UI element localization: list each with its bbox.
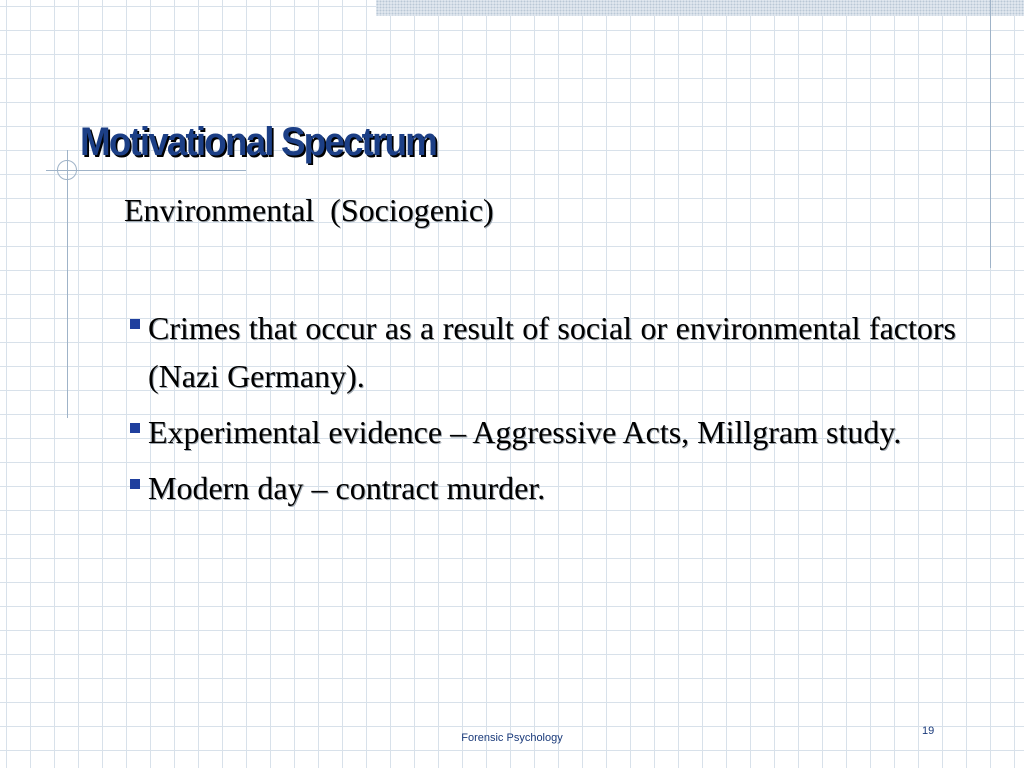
bullet-item <box>128 464 956 512</box>
footer-text: Forensic Psychology <box>461 732 563 744</box>
corner-circle-ornament <box>57 160 77 180</box>
bullet-item <box>128 408 956 456</box>
square-bullet-icon <box>130 423 140 433</box>
top-decorative-band <box>376 0 1024 16</box>
bullet-item <box>128 304 956 400</box>
bullet-text: Crimes that occur as a result of social or environmental factors (Nazi Germany). <box>148 310 956 394</box>
bullet-text: Modern day – contract murder. <box>148 470 546 506</box>
square-bullet-icon <box>130 479 140 489</box>
right-decorative-rule <box>990 0 991 268</box>
bullet-list <box>128 304 956 520</box>
square-bullet-icon <box>130 319 140 329</box>
page-number: 19 <box>922 725 935 737</box>
left-decorative-rule <box>67 150 68 418</box>
bullet-text: Experimental evidence – Aggressive Acts, Millgram study. <box>148 414 902 450</box>
slide-subtitle: Environmental (Sociogenic) <box>124 192 494 228</box>
slide-title: Motivational Spectrum <box>80 120 436 164</box>
